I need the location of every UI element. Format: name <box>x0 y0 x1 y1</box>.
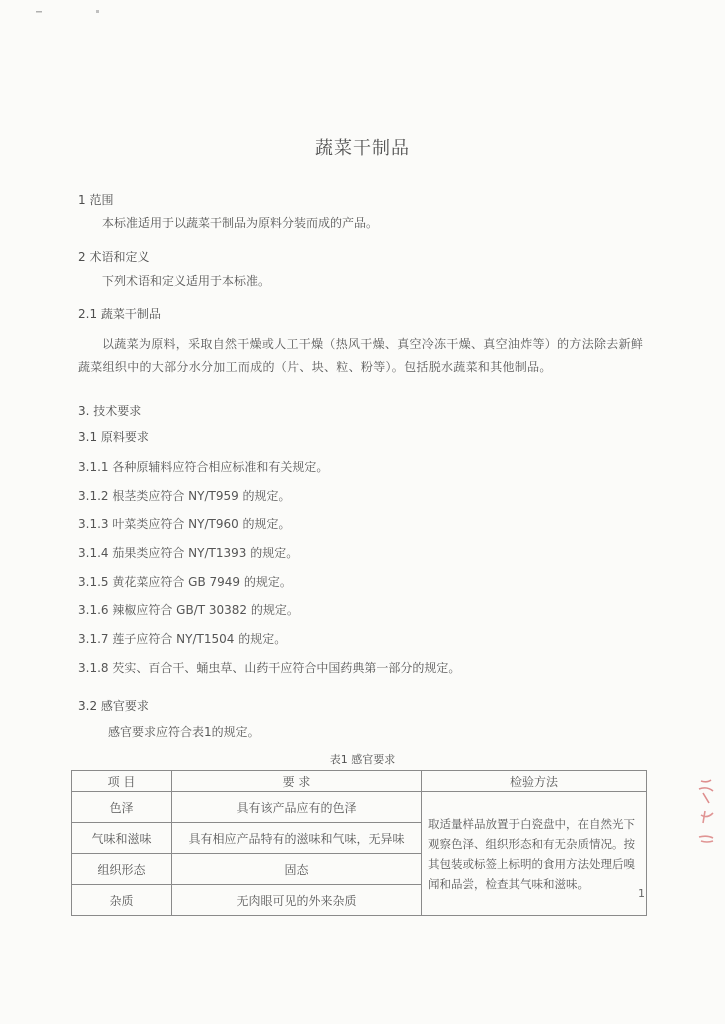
cell-item: 杂质 <box>72 885 172 916</box>
list-item: 3.1.1 各种原辅料应符合相应标准和有关规定。 <box>78 460 329 474</box>
cell-item: 色泽 <box>72 792 172 823</box>
list-item: 3.1.7 莲子应符合 NY/T1504 的规定。 <box>78 632 287 646</box>
list-item: 3.1.4 茄果类应符合 NY/T1393 的规定。 <box>78 546 299 560</box>
section-3-2-heading: 3.2 感官要求 <box>78 699 149 713</box>
red-seal-stamp-partial <box>693 775 719 847</box>
section-3-1-heading: 3.1 原料要求 <box>78 430 149 444</box>
page-number: 1 <box>638 887 645 900</box>
list-item: 3.1.2 根茎类应符合 NY/T959 的规定。 <box>78 489 291 503</box>
section-3-heading: 3. 技术要求 <box>78 404 142 418</box>
section-1-heading: 1 范围 <box>78 193 114 207</box>
list-item: 3.1.3 叶菜类应符合 NY/T960 的规定。 <box>78 517 291 531</box>
cell-item: 组织形态 <box>72 854 172 885</box>
list-item: 3.1.5 黄花菜应符合 GB 7949 的规定。 <box>78 575 292 589</box>
table-header-row <box>72 771 647 792</box>
scan-mark <box>36 10 126 14</box>
column-header-item: 项 目 <box>72 771 172 792</box>
cell-requirement: 具有该产品应有的色泽 <box>172 792 422 823</box>
table-caption: 表1 感官要求 <box>329 753 396 766</box>
page-title: 蔬菜干制品 <box>315 138 410 159</box>
cell-item: 气味和滋味 <box>72 823 172 854</box>
cell-test-method: 取适量样品放置于白瓷盘中，在自然光下观察色泽、组织形态和有无杂质情况。按其包装或标签上标明的食用方法处理后嗅闻和品尝，检查其气味和滋味。 <box>422 792 647 916</box>
section-2-heading: 2 术语和定义 <box>78 250 150 264</box>
sensory-requirements-table <box>71 770 647 916</box>
column-header-requirement: 要 求 <box>172 771 422 792</box>
table-row <box>72 792 647 823</box>
section-3-2-text: 感官要求应符合表1的规定。 <box>108 725 260 739</box>
cell-requirement: 具有相应产品特有的滋味和气味，无异味 <box>172 823 422 854</box>
cell-requirement: 固态 <box>172 854 422 885</box>
cell-requirement: 无肉眼可见的外来杂质 <box>172 885 422 916</box>
column-header-method: 检验方法 <box>422 771 647 792</box>
section-2-text: 下列术语和定义适用于本标准。 <box>102 274 271 288</box>
section-1-text: 本标准适用于以蔬菜干制品为原料分装而成的产品。 <box>102 216 379 230</box>
list-item: 3.1.6 辣椒应符合 GB/T 30382 的规定。 <box>78 603 299 617</box>
section-2-1-text: 以蔬菜为原料，采取自然干燥或人工干燥（热风干燥、真空冷冻干燥、真空油炸等）的方法除去新鲜蔬菜组织中的大部分水分加工而成的（片、块、粒、粉等）。包括脱水蔬菜和其他制品。 <box>78 337 644 374</box>
list-item: 3.1.8 芡实、百合干、蛹虫草、山药干应符合中国药典第一部分的规定。 <box>78 661 461 675</box>
section-2-1-heading: 2.1 蔬菜干制品 <box>78 307 161 321</box>
